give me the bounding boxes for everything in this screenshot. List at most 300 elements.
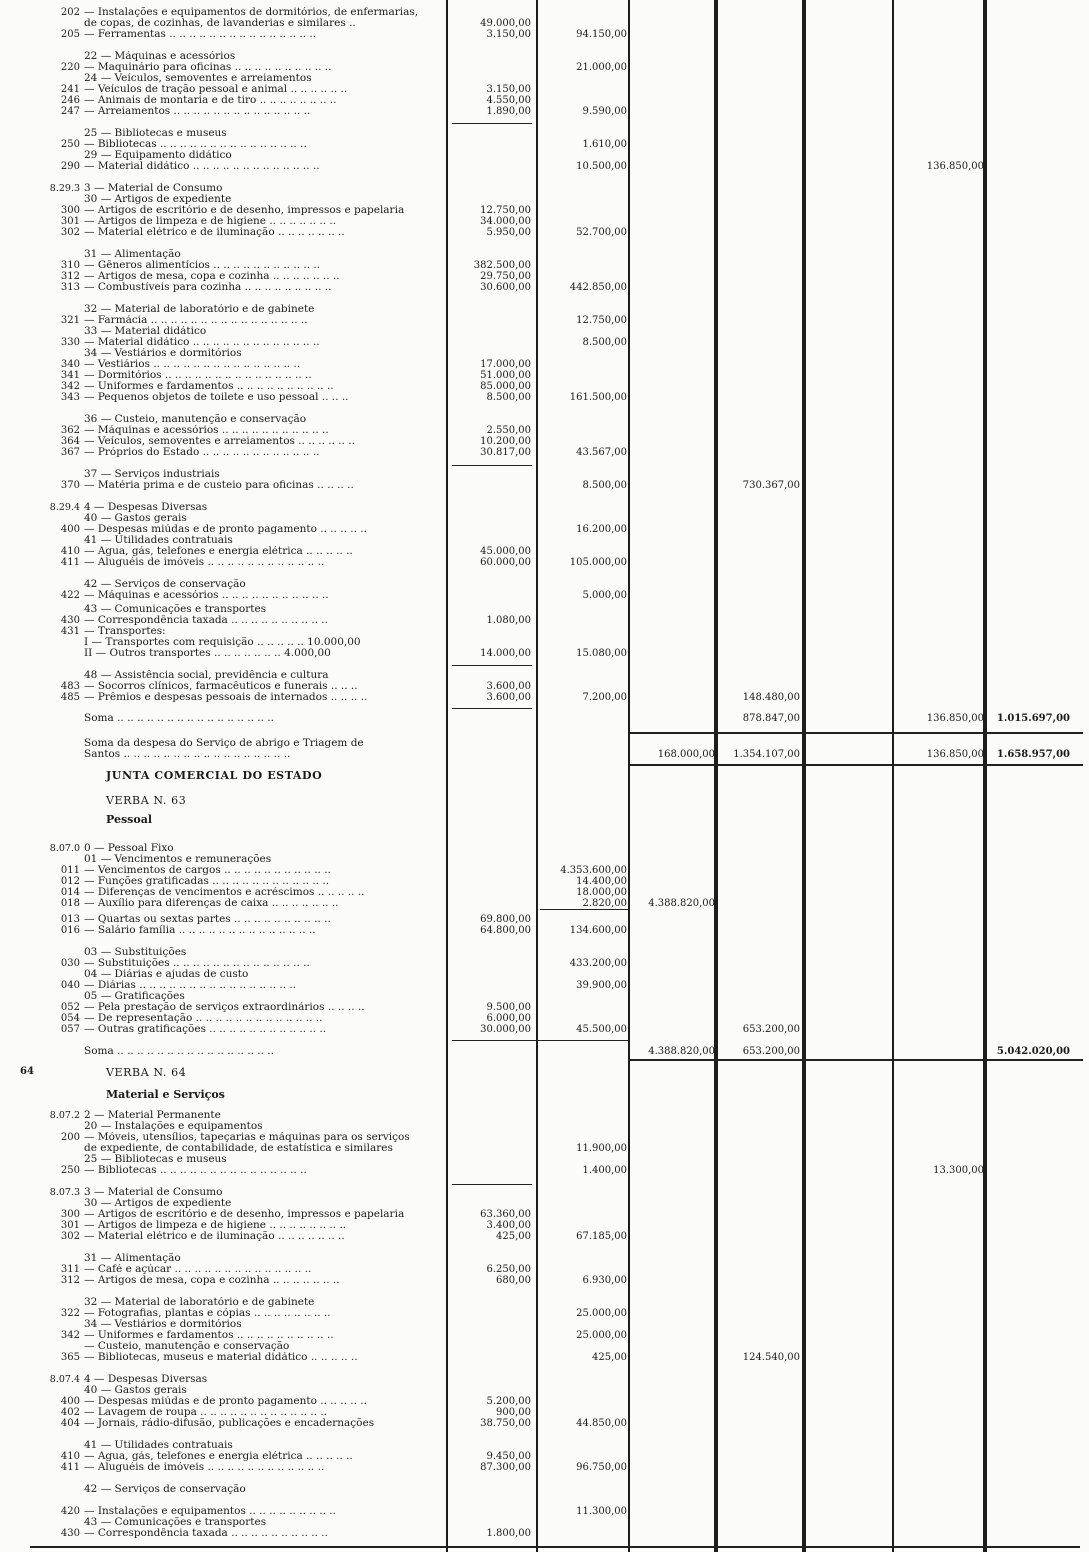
amount-col-1: 3.600,00 — [486, 681, 531, 692]
amount-col-2: 425,00 — [592, 1352, 627, 1363]
item-description: — Matéria prima e de custeio para oficinas .. .. .. .. — [84, 480, 354, 491]
table-row — [0, 681, 1089, 692]
table-row — [0, 425, 1089, 436]
item-description: Santos .. .. .. .. .. .. .. .. .. .. .. .. .. .. .. .. .. — [84, 749, 291, 760]
item-description: 20 — Instalações e equipamentos — [84, 1121, 263, 1132]
item-description: — Custeio, manutenção e conservação — [84, 1341, 290, 1352]
item-description: — De representação .. .. .. .. .. .. .. .. .. .. .. .. .. — [84, 1013, 323, 1024]
item-description: — Material didático .. .. .. .. .. .. .. .. .. .. .. .. .. — [84, 337, 320, 348]
amount-col-1: 3.150,00 — [486, 84, 531, 95]
amount-col-1: 38.750,00 — [480, 1418, 531, 1429]
item-description: — Uniformes e fardamentos .. .. .. .. .. .. .. .. .. .. — [84, 1330, 334, 1341]
item-description: — Farmácia .. .. .. .. .. .. .. .. .. .. .. .. .. .. .. .. — [84, 315, 308, 326]
amount-col-1: 1.800,00 — [486, 1528, 531, 1539]
item-code: 411 — [60, 1462, 80, 1473]
table-row — [0, 29, 1089, 40]
item-description: 3 — Material de Consumo — [84, 1187, 223, 1198]
table-row — [0, 637, 1089, 648]
table-row — [0, 1385, 1089, 1396]
amount-col-2: 67.185,00 — [576, 1231, 627, 1242]
table-row — [0, 980, 1089, 991]
item-code: 302 — [60, 227, 80, 238]
amount-col-1: 60.000,00 — [480, 557, 531, 568]
item-description: — Quartas ou sextas partes .. .. .. .. .. .. .. .. .. .. — [84, 914, 331, 925]
item-description: 41 — Utilidades contratuais — [84, 535, 233, 546]
amount-col-2: 96.750,00 — [576, 1462, 627, 1473]
item-code: 411 — [60, 557, 80, 568]
table-row — [0, 1121, 1089, 1132]
subtotal-rule — [452, 1040, 630, 1041]
amount-col-1: 17.000,00 — [480, 359, 531, 370]
item-code: 362 — [60, 425, 80, 436]
item-description: — Artigos de limpeza e de higiene .. .. .. .. .. .. .. .. — [84, 1220, 347, 1231]
amount-col-3: 4.388.820,00 — [648, 1046, 715, 1057]
table-row — [0, 1253, 1089, 1264]
item-description: 22 — Máquinas e acessórios — [84, 51, 236, 62]
item-code: 310 — [60, 260, 80, 271]
table-row — [0, 1506, 1089, 1517]
amount-col-2: 9.590,00 — [582, 106, 627, 117]
amount-col-7: 5.042.020,00 — [996, 1046, 1070, 1057]
table-row — [0, 958, 1089, 969]
item-description: — Gêneros alimentícios .. .. .. .. .. .. .. .. .. .. .. — [84, 260, 321, 271]
table-row — [0, 1231, 1089, 1242]
item-description: 32 — Material de laboratório e de gabinete — [84, 1297, 315, 1308]
table-row — [0, 7, 1089, 18]
item-description: — Instalações e equipamentos de dormitórios, de enfermarias, — [84, 7, 419, 18]
item-code: 040 — [60, 980, 80, 991]
table-row — [0, 150, 1089, 161]
table-row — [0, 692, 1089, 703]
item-code: 250 — [60, 139, 80, 150]
item-code: 402 — [60, 1407, 80, 1418]
amount-col-1: 6.250,00 — [486, 1264, 531, 1275]
item-description: Soma .. .. .. .. .. .. .. .. .. .. .. .. .. .. .. .. — [84, 1046, 274, 1057]
amount-col-1: 3.150,00 — [486, 29, 531, 40]
item-code: 016 — [60, 925, 80, 936]
item-code: 246 — [60, 95, 80, 106]
item-description: — Máquinas e acessórios .. .. .. .. .. .. .. .. .. .. .. — [84, 590, 329, 601]
amount-col-6: 13.300,00 — [933, 1165, 984, 1176]
section-heading: JUNTA COMERCIAL DO ESTADO — [106, 769, 323, 782]
item-code: 410 — [60, 546, 80, 557]
item-code: 205 — [60, 29, 80, 40]
table-row — [0, 1451, 1089, 1462]
amount-col-1: 69.800,00 — [480, 914, 531, 925]
table-row — [0, 194, 1089, 205]
amount-col-2: 8.500,00 — [582, 480, 627, 491]
item-code: 300 — [60, 205, 80, 216]
table-row — [0, 326, 1089, 337]
table-row — [0, 1110, 1089, 1121]
amount-col-6: 136.850,00 — [926, 713, 984, 724]
table-row — [0, 738, 1089, 749]
item-description: — Correspondência taxada .. .. .. .. .. .. .. .. .. .. — [84, 1528, 328, 1539]
table-row — [0, 590, 1089, 601]
amount-col-1: 63.360,00 — [480, 1209, 531, 1220]
item-description: — Maquinário para oficinas .. .. .. .. .. .. .. .. .. .. — [84, 62, 332, 73]
amount-col-2: 25.000,00 — [576, 1330, 627, 1341]
amount-col-1: 900,00 — [496, 1407, 531, 1418]
amount-col-2: 52.700,00 — [576, 227, 627, 238]
item-code: 370 — [60, 480, 80, 491]
amount-col-2: 18.000,00 — [576, 887, 627, 898]
item-description: — Máquinas e acessórios .. .. .. .. .. .. .. .. .. .. .. — [84, 425, 329, 436]
table-row — [0, 359, 1089, 370]
item-code: 364 — [60, 436, 80, 447]
section-code: 8.07.4 — [49, 1374, 80, 1385]
item-description: 42 — Serviços de conservação — [84, 1484, 246, 1495]
item-description: — Animais de montaria e de tiro .. .. .. .. .. .. .. .. — [84, 95, 337, 106]
item-code: 312 — [60, 271, 80, 282]
item-description: 43 — Comunicações e transportes — [84, 1517, 267, 1528]
table-row — [0, 1154, 1089, 1165]
item-description: — Agua, gás, telefones e energia elétrica .. .. .. .. .. — [84, 1451, 353, 1462]
amount-col-4: 653.200,00 — [742, 1024, 800, 1035]
subsection-heading: Material e Serviços — [106, 1088, 225, 1101]
amount-col-2: 1.610,00 — [582, 139, 627, 150]
table-row — [0, 1198, 1089, 1209]
table-row — [0, 304, 1089, 315]
item-description: — Artigos de limpeza e de higiene .. .. .. .. .. .. .. — [84, 216, 337, 227]
item-code: 430 — [60, 615, 80, 626]
item-description: — Artigos de mesa, copa e cozinha .. .. .. .. .. .. .. — [84, 1275, 340, 1286]
table-row — [0, 205, 1089, 216]
item-code: 321 — [60, 315, 80, 326]
item-description: — Salário família .. .. .. .. .. .. .. .. .. .. .. .. .. .. — [84, 925, 316, 936]
amount-col-2: 16.200,00 — [576, 524, 627, 535]
item-description: — Lavagem de roupa .. .. .. .. .. .. .. .. .. .. .. .. .. — [84, 1407, 328, 1418]
item-description: 4 — Despesas Diversas — [84, 1374, 208, 1385]
amount-col-1: 29.750,00 — [480, 271, 531, 282]
item-description: — Material didático .. .. .. .. .. .. .. .. .. .. .. .. .. — [84, 161, 320, 172]
item-description: — Vencimentos de cargos .. .. .. .. .. .. .. .. .. .. .. — [84, 865, 331, 876]
item-description: de copas, de cozinhas, de lavanderias e similares .. — [84, 18, 356, 29]
amount-col-2: 7.200,00 — [582, 692, 627, 703]
table-row — [0, 1046, 1089, 1057]
item-description: — Combustíveis para cozinha .. .. .. .. .. .. .. .. .. — [84, 282, 332, 293]
amount-col-7: 1.015.697,00 — [996, 713, 1070, 724]
item-description: — Café e açúcar .. .. .. .. .. .. .. .. .. .. .. .. .. .. — [84, 1264, 312, 1275]
item-description: — Dormitórios .. .. .. .. .. .. .. .. .. .. .. .. .. .. .. — [84, 370, 312, 381]
item-code: 485 — [60, 692, 80, 703]
table-row — [0, 648, 1089, 659]
table-row — [0, 183, 1089, 194]
item-code: 202 — [60, 7, 80, 18]
item-description: — Instalações e equipamentos .. .. .. .. .. .. .. .. .. — [84, 1506, 336, 1517]
item-description: — Aluguéis de imóveis .. .. .. .. .. .. .. .. .. .. .. .. — [84, 1462, 325, 1473]
item-code: 483 — [60, 681, 80, 692]
amount-col-1: 64.800,00 — [480, 925, 531, 936]
table-row — [0, 557, 1089, 568]
item-description: — Outras gratificações .. .. .. .. .. .. .. .. .. .. .. .. — [84, 1024, 327, 1035]
item-description: — Socorros clínicos, farmacêuticos e funerais .. .. .. — [84, 681, 358, 692]
table-row — [0, 1374, 1089, 1385]
table-row — [0, 18, 1089, 29]
amount-col-4: 1.354.107,00 — [733, 749, 800, 760]
total-rule — [628, 1059, 1083, 1061]
item-code: 013 — [60, 914, 80, 925]
verba-heading: VERBA N. 64 — [106, 1066, 187, 1079]
item-code: 247 — [60, 106, 80, 117]
section-code: 8.29.3 — [49, 183, 80, 194]
item-description: 05 — Gratificações — [84, 991, 185, 1002]
table-row — [0, 1484, 1089, 1495]
item-description: — Arreiamentos .. .. .. .. .. .. .. .. .. .. .. .. .. .. — [84, 106, 311, 117]
item-code: 012 — [60, 876, 80, 887]
item-description: — Ferramentas .. .. .. .. .. .. .. .. .. .. .. .. .. .. .. — [84, 29, 317, 40]
item-description: 25 — Bibliotecas e museus — [84, 1154, 227, 1165]
item-description: — Substituições .. .. .. .. .. .. .. .. .. .. .. .. .. .. — [84, 958, 310, 969]
item-code: 400 — [60, 524, 80, 535]
amount-col-2: 15.080,00 — [576, 648, 627, 659]
table-row — [0, 1440, 1089, 1451]
table-row — [0, 1275, 1089, 1286]
table-row — [0, 991, 1089, 1002]
item-description: — Funções gratificadas .. .. .. .. .. .. .. .. .. .. .. .. — [84, 876, 330, 887]
item-description: 48 — Assistência social, previdência e cultura — [84, 670, 329, 681]
item-description: — Material elétrico e de iluminação .. .. .. .. .. .. .. — [84, 227, 345, 238]
item-code: 241 — [60, 84, 80, 95]
amount-col-1: 30.000,00 — [480, 1024, 531, 1035]
item-description: 29 — Equipamento didático — [84, 150, 232, 161]
amount-col-1: 382.500,00 — [473, 260, 531, 271]
table-row — [0, 969, 1089, 980]
item-description: 30 — Artigos de expediente — [84, 1198, 232, 1209]
subsection-heading: Pessoal — [106, 813, 153, 826]
item-description: — Jornais, rádio-difusão, publicações e encadernações — [84, 1418, 375, 1429]
subtotal-rule — [452, 465, 532, 466]
section-code: 8.07.3 — [49, 1187, 80, 1198]
table-row — [0, 947, 1089, 958]
amount-col-2: 21.000,00 — [576, 62, 627, 73]
item-description: 40 — Gastos gerais — [84, 513, 187, 524]
amount-col-2: 94.150,00 — [576, 29, 627, 40]
item-description: — Agua, gás, telefones e energia elétrica .. .. .. .. .. — [84, 546, 353, 557]
item-description: — Pela prestação de serviços extraordinários .. .. .. .. — [84, 1002, 365, 1013]
item-description: — Diferenças de vencimentos e acréscimos .. .. .. .. .. — [84, 887, 365, 898]
section-code: 8.07.2 — [49, 1110, 80, 1121]
table-row — [0, 469, 1089, 480]
item-description: — Bibliotecas .. .. .. .. .. .. .. .. .. .. .. .. .. .. .. — [84, 139, 307, 150]
amount-col-1: 34.000,00 — [480, 216, 531, 227]
amount-col-1: 1.890,00 — [486, 106, 531, 117]
amount-col-1: 87.300,00 — [480, 1462, 531, 1473]
item-description: — Aluguéis de imóveis .. .. .. .. .. .. .. .. .. .. .. .. — [84, 557, 325, 568]
amount-col-1: 45.000,00 — [480, 546, 531, 557]
subtotal-rule — [540, 909, 630, 910]
item-description: 33 — Material didático — [84, 326, 207, 337]
item-code: 057 — [60, 1024, 80, 1035]
item-code: 400 — [60, 1396, 80, 1407]
amount-col-1: 49.000,00 — [480, 18, 531, 29]
item-code: 220 — [60, 62, 80, 73]
amount-col-4: 730.367,00 — [742, 480, 800, 491]
amount-col-1: 425,00 — [496, 1231, 531, 1242]
item-description: — Artigos de mesa, copa e cozinha .. .. .. .. .. .. .. — [84, 271, 340, 282]
item-description: 04 — Diárias e ajudas de custo — [84, 969, 249, 980]
item-code: 014 — [60, 887, 80, 898]
item-description: 2 — Material Permanente — [84, 1110, 221, 1121]
table-row — [0, 1319, 1089, 1330]
amount-col-6: 136.850,00 — [926, 749, 984, 760]
item-description: 40 — Gastos gerais — [84, 1385, 187, 1396]
table-row — [0, 84, 1089, 95]
item-description: — Artigos de escritório e de desenho, impressos e papelaria — [84, 1209, 405, 1220]
table-row — [0, 615, 1089, 626]
margin-number: 64 — [20, 1066, 34, 1077]
table-row — [0, 161, 1089, 172]
table-row — [0, 925, 1089, 936]
item-code: 311 — [60, 1264, 80, 1275]
table-row — [0, 513, 1089, 524]
item-description: 4 — Despesas Diversas — [84, 502, 208, 513]
item-description: 24 — Veículos, semoventes e arreiamentos — [84, 73, 312, 84]
table-row — [0, 414, 1089, 425]
item-description: 34 — Vestiários e dormitórios — [84, 1319, 242, 1330]
table-row — [0, 73, 1089, 84]
amount-col-1: 30.600,00 — [480, 282, 531, 293]
amount-col-2: 11.900,00 — [576, 1143, 627, 1154]
amount-col-1: 3.400,00 — [486, 1220, 531, 1231]
item-description: 25 — Bibliotecas e museus — [84, 128, 227, 139]
table-row — [0, 392, 1089, 403]
item-description: 0 — Pessoal Fixo — [84, 843, 174, 854]
amount-col-1: 2.550,00 — [486, 425, 531, 436]
amount-col-2: 39.900,00 — [576, 980, 627, 991]
item-description: 34 — Vestiários e dormitórios — [84, 348, 242, 359]
amount-col-2: 8.500,00 — [582, 337, 627, 348]
table-row — [0, 1517, 1089, 1528]
item-description: 41 — Utilidades contratuais — [84, 1440, 233, 1451]
item-code: 340 — [60, 359, 80, 370]
item-description: — Bibliotecas .. .. .. .. .. .. .. .. .. .. .. .. .. .. .. — [84, 1165, 307, 1176]
table-row — [0, 1462, 1089, 1473]
amount-col-4: 653.200,00 — [742, 1046, 800, 1057]
item-description: 32 — Material de laboratório e de gabinete — [84, 304, 315, 315]
table-row — [0, 370, 1089, 381]
item-code: 052 — [60, 1002, 80, 1013]
item-description: II — Outros transportes .. .. .. .. .. .. .. 4.000,00 — [84, 648, 331, 659]
item-description: — Prêmios e despesas pessoais de internados .. .. .. .. — [84, 692, 368, 703]
item-description: — Uniformes e fardamentos .. .. .. .. .. .. .. .. .. .. — [84, 381, 334, 392]
amount-col-4: 124.540,00 — [742, 1352, 800, 1363]
item-code: 365 — [60, 1352, 80, 1363]
amount-col-2: 10.500,00 — [576, 161, 627, 172]
amount-col-4: 148.480,00 — [742, 692, 800, 703]
amount-col-2: 134.600,00 — [569, 925, 627, 936]
table-row — [0, 381, 1089, 392]
amount-col-2: 4.353.600,00 — [560, 865, 627, 876]
item-description: 31 — Alimentação — [84, 1253, 181, 1264]
table-row — [0, 1209, 1089, 1220]
item-code: 290 — [60, 161, 80, 172]
table-row — [0, 670, 1089, 681]
item-code: 302 — [60, 1231, 80, 1242]
item-code: 430 — [60, 1528, 80, 1539]
item-description: — Veículos, semoventes e arreiamentos .. .. .. .. .. .. — [84, 436, 355, 447]
item-code: 313 — [60, 282, 80, 293]
item-description: 01 — Vencimentos e remunerações — [84, 854, 272, 865]
item-code: 343 — [60, 392, 80, 403]
table-row — [0, 1165, 1089, 1176]
table-row — [0, 447, 1089, 458]
table-row — [0, 1528, 1089, 1539]
table-row — [0, 1407, 1089, 1418]
item-description: — Correspondência taxada .. .. .. .. .. .. .. .. .. .. — [84, 615, 328, 626]
item-description: — Despesas miúdas e de pronto pagamento .. .. .. .. .. — [84, 1396, 367, 1407]
table-row — [0, 502, 1089, 513]
item-code: 341 — [60, 370, 80, 381]
table-row — [0, 95, 1089, 106]
table-row — [0, 604, 1089, 615]
table-row — [0, 1132, 1089, 1143]
amount-col-1: 51.000,00 — [480, 370, 531, 381]
item-code: 330 — [60, 337, 80, 348]
amount-col-1: 4.550,00 — [486, 95, 531, 106]
amount-col-1: 9.450,00 — [486, 1451, 531, 1462]
table-row — [0, 898, 1089, 909]
item-description: I — Transportes com requisição .. .. .. .. .. 10.000,00 — [84, 637, 361, 648]
table-row — [0, 1341, 1089, 1352]
amount-col-1: 8.500,00 — [486, 392, 531, 403]
amount-col-2: 6.930,00 — [582, 1275, 627, 1286]
table-row — [0, 260, 1089, 271]
table-row — [0, 865, 1089, 876]
table-row — [0, 626, 1089, 637]
table-row — [0, 914, 1089, 925]
amount-col-2: 2.820,00 — [582, 898, 627, 909]
table-row — [0, 579, 1089, 590]
amount-col-1: 680,00 — [496, 1275, 531, 1286]
item-description: — Vestiários .. .. .. .. .. .. .. .. .. .. .. .. .. .. .. — [84, 359, 301, 370]
section-code: 8.29.4 — [49, 502, 80, 513]
table-row — [0, 887, 1089, 898]
table-row — [0, 62, 1089, 73]
amount-col-2: 5.000,00 — [582, 590, 627, 601]
table-row — [0, 1013, 1089, 1024]
table-row — [0, 1187, 1089, 1198]
table-row — [0, 854, 1089, 865]
table-row — [0, 139, 1089, 150]
amount-col-2: 105.000,00 — [569, 557, 627, 568]
section-code: 8.07.0 — [49, 843, 80, 854]
table-row — [0, 535, 1089, 546]
item-code: 301 — [60, 1220, 80, 1231]
item-code: 422 — [60, 590, 80, 601]
item-code: 420 — [60, 1506, 80, 1517]
table-row — [0, 1002, 1089, 1013]
amount-col-1: 3.600,00 — [486, 692, 531, 703]
item-code: 018 — [60, 898, 80, 909]
verba-heading: VERBA N. 63 — [106, 794, 187, 807]
amount-col-4: 878.847,00 — [742, 713, 800, 724]
amount-col-1: 6.000,00 — [486, 1013, 531, 1024]
table-row — [0, 524, 1089, 535]
table-row — [0, 1308, 1089, 1319]
item-description: — Próprios do Estado .. .. .. .. .. .. .. .. .. .. .. .. — [84, 447, 320, 458]
amount-col-2: 11.300,00 — [576, 1506, 627, 1517]
item-code: 300 — [60, 1209, 80, 1220]
item-description: 42 — Serviços de conservação — [84, 579, 246, 590]
amount-col-2: 25.000,00 — [576, 1308, 627, 1319]
table-row — [0, 1024, 1089, 1035]
table-row — [0, 271, 1089, 282]
item-code: 367 — [60, 447, 80, 458]
table-row — [0, 843, 1089, 854]
table-row — [0, 1330, 1089, 1341]
amount-col-3: 168.000,00 — [657, 749, 715, 760]
